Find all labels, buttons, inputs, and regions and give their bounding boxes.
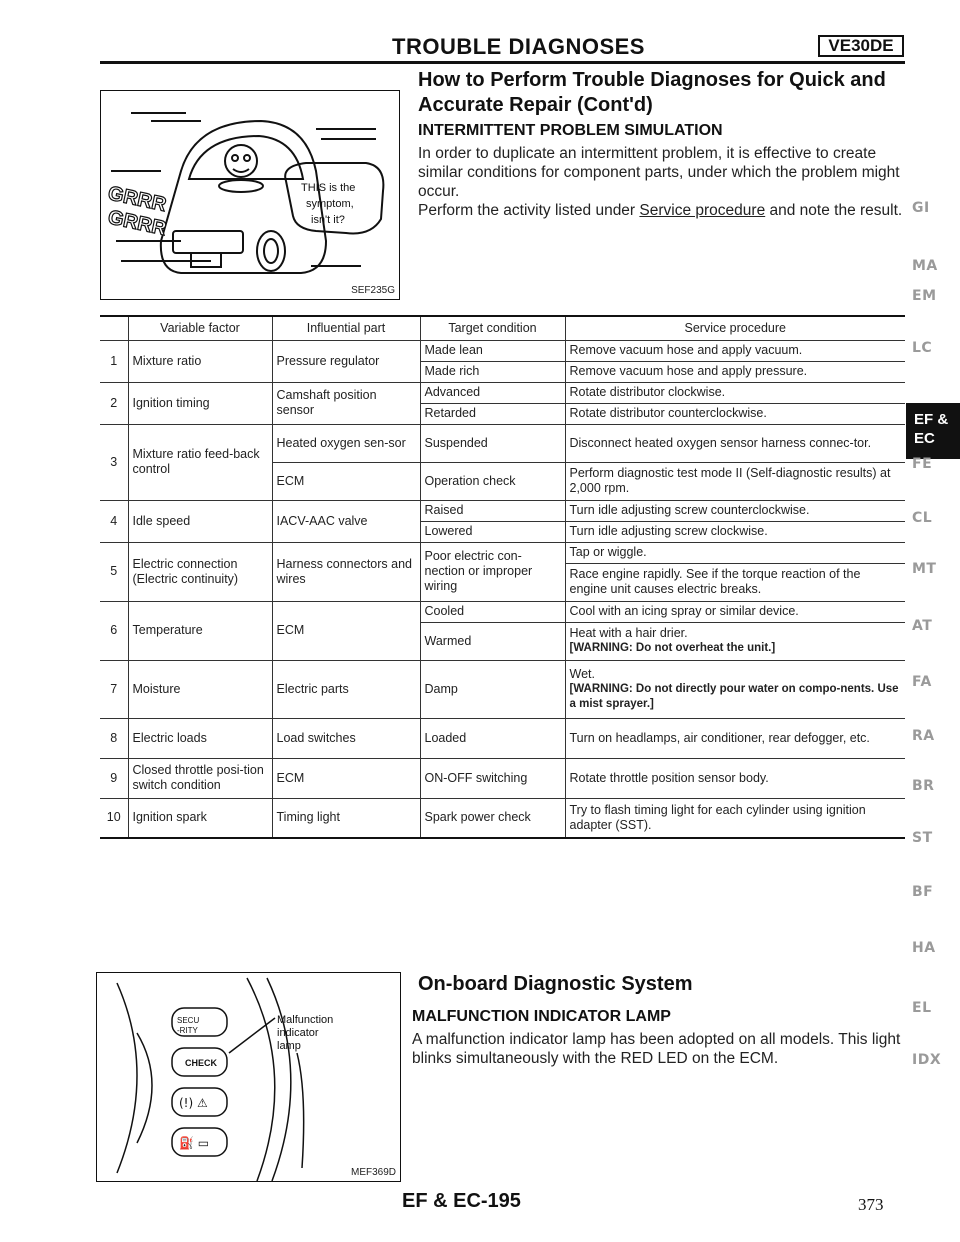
- col-target-condition: Target condition: [420, 316, 565, 340]
- svg-text:⛽ ▭: ⛽ ▭: [179, 1136, 210, 1150]
- section-title: How to Perform Trouble Diagnoses for Quick and Accurate Repair (Cont'd): [418, 69, 886, 116]
- table-row: 7 Moisture Electric parts Damp Wet. [WARNING: Do not directly pour water on compo-nents. Use a mist sprayer.]: [100, 660, 905, 718]
- page-number: 373: [858, 1195, 884, 1214]
- warning-text: [WARNING: Do not overheat the unit.]: [569, 642, 776, 654]
- col-variable-factor: Variable factor: [128, 316, 272, 340]
- side-tab-mt[interactable]: MT: [912, 561, 937, 577]
- side-tab-fe[interactable]: FE: [912, 456, 933, 472]
- side-tab-at[interactable]: AT: [912, 618, 933, 634]
- warning-text: [WARNING: Do not directly pour water on compo-nents. Use a mist sprayer.]: [569, 682, 899, 710]
- onboard-title: On-board Diagnostic System: [418, 973, 693, 995]
- service-procedure-ref: Service procedure: [639, 202, 766, 219]
- figure-car-cartoon: [100, 90, 400, 300]
- onboard-subtitle: MALFUNCTION INDICATOR LAMP: [412, 1008, 671, 1025]
- side-tab-lc[interactable]: LC: [912, 340, 933, 356]
- page-title: TROUBLE DIAGNOSES: [392, 34, 645, 59]
- svg-text:indicator: indicator: [277, 1027, 319, 1039]
- table-row: 2 Ignition timing Camshaft position sensor Advanced Rotate distributor clockwise.: [100, 382, 905, 403]
- table-row: Warmed Heat with a hair drier. [WARNING: Do not overheat the unit.]: [100, 622, 905, 660]
- simulation-table: [100, 315, 905, 839]
- instruction-paragraph: Perform the activity listed under Service procedure and note the result.: [418, 202, 903, 219]
- car-illustration: [101, 91, 401, 301]
- side-tab-br[interactable]: BR: [912, 778, 935, 794]
- svg-text:(!) ⚠: (!) ⚠: [179, 1096, 208, 1110]
- col-service-procedure: Service procedure: [565, 316, 905, 340]
- table-row: Made rich Remove vacuum hose and apply pressure.: [100, 361, 905, 382]
- instrument-panel-illustration: [97, 973, 402, 1183]
- callout-label: Malfunction: [277, 1014, 334, 1026]
- svg-text:symptom,: symptom,: [306, 198, 354, 210]
- svg-text:GRRR: GRRR: [105, 206, 169, 241]
- svg-text:SECU: SECU: [177, 1016, 200, 1025]
- header-rule: [100, 61, 905, 64]
- table-row: 3 Mixture ratio feed-back control Heated oxygen sen-sor Suspended Disconnect heated oxygen sensor harness connec-tor.: [100, 424, 905, 462]
- side-tab-el[interactable]: EL: [912, 1000, 932, 1016]
- sound-effect: GRRR: [105, 182, 169, 217]
- side-tab-st[interactable]: ST: [912, 830, 933, 846]
- side-tab-ma[interactable]: MA: [912, 258, 938, 274]
- subsection-title: INTERMITTENT PROBLEM SIMULATION: [418, 122, 723, 139]
- side-tab-ha[interactable]: HA: [912, 940, 936, 956]
- side-tab-ef-ec[interactable]: EF & EC: [906, 403, 960, 459]
- figure-code: SEF235G: [351, 285, 395, 296]
- table-row: 8 Electric loads Load switches Loaded Turn on headlamps, air conditioner, rear defogger, etc.: [100, 718, 905, 758]
- side-tab-bf[interactable]: BF: [912, 884, 934, 900]
- svg-text:isn't it?: isn't it?: [311, 214, 345, 226]
- side-tab-fa[interactable]: FA: [912, 674, 932, 690]
- table-row: 1 Mixture ratio Pressure regulator Made lean Remove vacuum hose and apply vacuum.: [100, 340, 905, 361]
- engine-tag: VE30DE: [818, 35, 904, 57]
- table-row: Lowered Turn idle adjusting screw clockwise.: [100, 521, 905, 542]
- side-tab-gi[interactable]: GI: [912, 200, 930, 216]
- side-tab-ra[interactable]: RA: [912, 728, 935, 744]
- footer-section-label: EF & EC-195: [402, 1190, 521, 1212]
- table-row: Race engine rapidly. See if the torque reaction of the engine unit causes electric breaks.: [100, 563, 905, 601]
- side-tab-cl[interactable]: CL: [912, 510, 933, 526]
- figure-instrument-panel: [96, 972, 401, 1182]
- table-row: Retarded Rotate distributor counterclockwise.: [100, 403, 905, 424]
- table-row: 4 Idle speed IACV-AAC valve Raised Turn idle adjusting screw counterclockwise.: [100, 500, 905, 521]
- svg-text:CHECK: CHECK: [185, 1058, 218, 1068]
- intro-paragraph: In order to duplicate an intermittent problem, it is effective to create similar conditions for component parts, under which the problem might occur.: [418, 145, 900, 200]
- table-header-row: [100, 316, 905, 340]
- side-tab-idx[interactable]: IDX: [912, 1052, 942, 1068]
- onboard-paragraph: A malfunction indicator lamp has been adopted on all models. This light blinks simultaneously with the RED LED on the ECM.: [412, 1031, 901, 1067]
- col-influential-part: Influential part: [272, 316, 420, 340]
- figure-code: MEF369D: [350, 1167, 396, 1178]
- svg-text:-RITY: -RITY: [177, 1026, 198, 1035]
- table-row: ECM Operation check Perform diagnostic test mode II (Self-diagnostic results) at 2,000 rpm.: [100, 462, 905, 500]
- table-row: 10 Ignition spark Timing light Spark power check Try to flash timing light for each cylinder using ignition adapter (SST).: [100, 798, 905, 838]
- table-row: 6 Temperature ECM Cooled Cool with an icing spray or similar device.: [100, 601, 905, 622]
- table-row: 9 Closed throttle posi-tion switch condition ECM ON-OFF switching Rotate throttle position sensor body.: [100, 758, 905, 798]
- bubble-text: THIS is the: [301, 182, 356, 194]
- svg-text:lamp: lamp: [277, 1040, 301, 1052]
- side-tab-em[interactable]: EM: [912, 288, 937, 304]
- table-row: 5 Electric connection (Electric continuity) Harness connectors and wires Poor electric con-nection or improper wiring Tap or wiggle.: [100, 542, 905, 563]
